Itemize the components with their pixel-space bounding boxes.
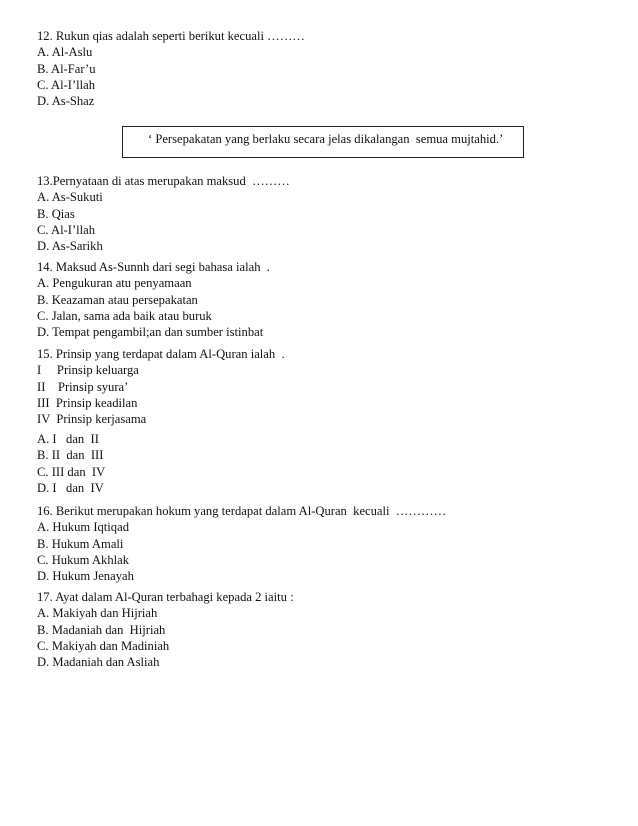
option-d: D. Tempat pengambil;an dan sumber istinbat: [37, 325, 264, 340]
question-text: 14. Maksud As-Sunnh dari segi bahasa ialah .: [37, 260, 270, 274]
option-c: C. Hukum Akhlak: [37, 552, 130, 567]
statement-iv: IV Prinsip kerjasama: [37, 412, 147, 427]
statement-i: I Prinsip keluarga: [37, 363, 139, 378]
question-text: 12. Rukun qias adalah seperti berikut kecuali ………: [37, 29, 305, 43]
option-d: D. Hukum Jenayah: [37, 569, 134, 584]
question-17: [37, 589, 597, 670]
option-b: B. Al-Far’u: [37, 61, 96, 76]
option-b: B. Qias: [37, 206, 75, 221]
option-a: A. Hukum Iqtiqad: [37, 520, 129, 535]
option-d: D. I dan IV: [37, 480, 104, 495]
option-d: D. As-Sarikh: [37, 239, 103, 254]
option-c: C. Al-I’llah: [37, 77, 96, 92]
option-b: B. Keazaman atau persepakatan: [37, 292, 198, 307]
question-text: 17. Ayat dalam Al-Quran terbahagi kepada 2 iaitu :: [37, 590, 294, 604]
question-text: 15. Prinsip yang terdapat dalam Al-Quran ialah .: [37, 347, 285, 361]
option-a: A. Pengukuran atu penyamaan: [37, 276, 192, 291]
question-15-options: [37, 431, 597, 496]
statement-ii: II Prinsip syura’: [37, 379, 129, 394]
option-d: D. As-Shaz: [37, 94, 95, 109]
question-text: 16. Berikut merupakan hokum yang terdapat dalam Al-Quran kecuali …………: [37, 504, 447, 518]
question-text: 13.Pernyataan di atas merupakan maksud ………: [37, 174, 290, 188]
option-c: C. Makiyah dan Madiniah: [37, 638, 170, 653]
option-c: C. III dan IV: [37, 464, 106, 479]
question-16: [37, 503, 597, 584]
question-12: [37, 28, 597, 109]
quote-text: ‘ Persepakatan yang berlaku secara jelas dikalangan semua mujtahid.’: [148, 132, 504, 146]
statement-iii: III Prinsip keadilan: [37, 395, 138, 410]
option-c: C. Jalan, sama ada baik atau buruk: [37, 308, 212, 323]
option-b: B. II dan III: [37, 448, 104, 463]
option-b: B. Hukum Amali: [37, 536, 124, 551]
option-a: A. Makiyah dan Hijriah: [37, 606, 158, 621]
question-13: [37, 173, 597, 254]
option-b: B. Madaniah dan Hijriah: [37, 622, 166, 637]
question-15: [37, 346, 597, 427]
option-a: A. I dan II: [37, 432, 99, 446]
option-a: A. As-Sukuti: [37, 190, 103, 205]
option-c: C. Al-I’llah: [37, 222, 96, 237]
question-14: [37, 259, 597, 340]
option-a: A. Al-Aslu: [37, 45, 93, 60]
option-d: D. Madaniah dan Asliah: [37, 655, 160, 670]
